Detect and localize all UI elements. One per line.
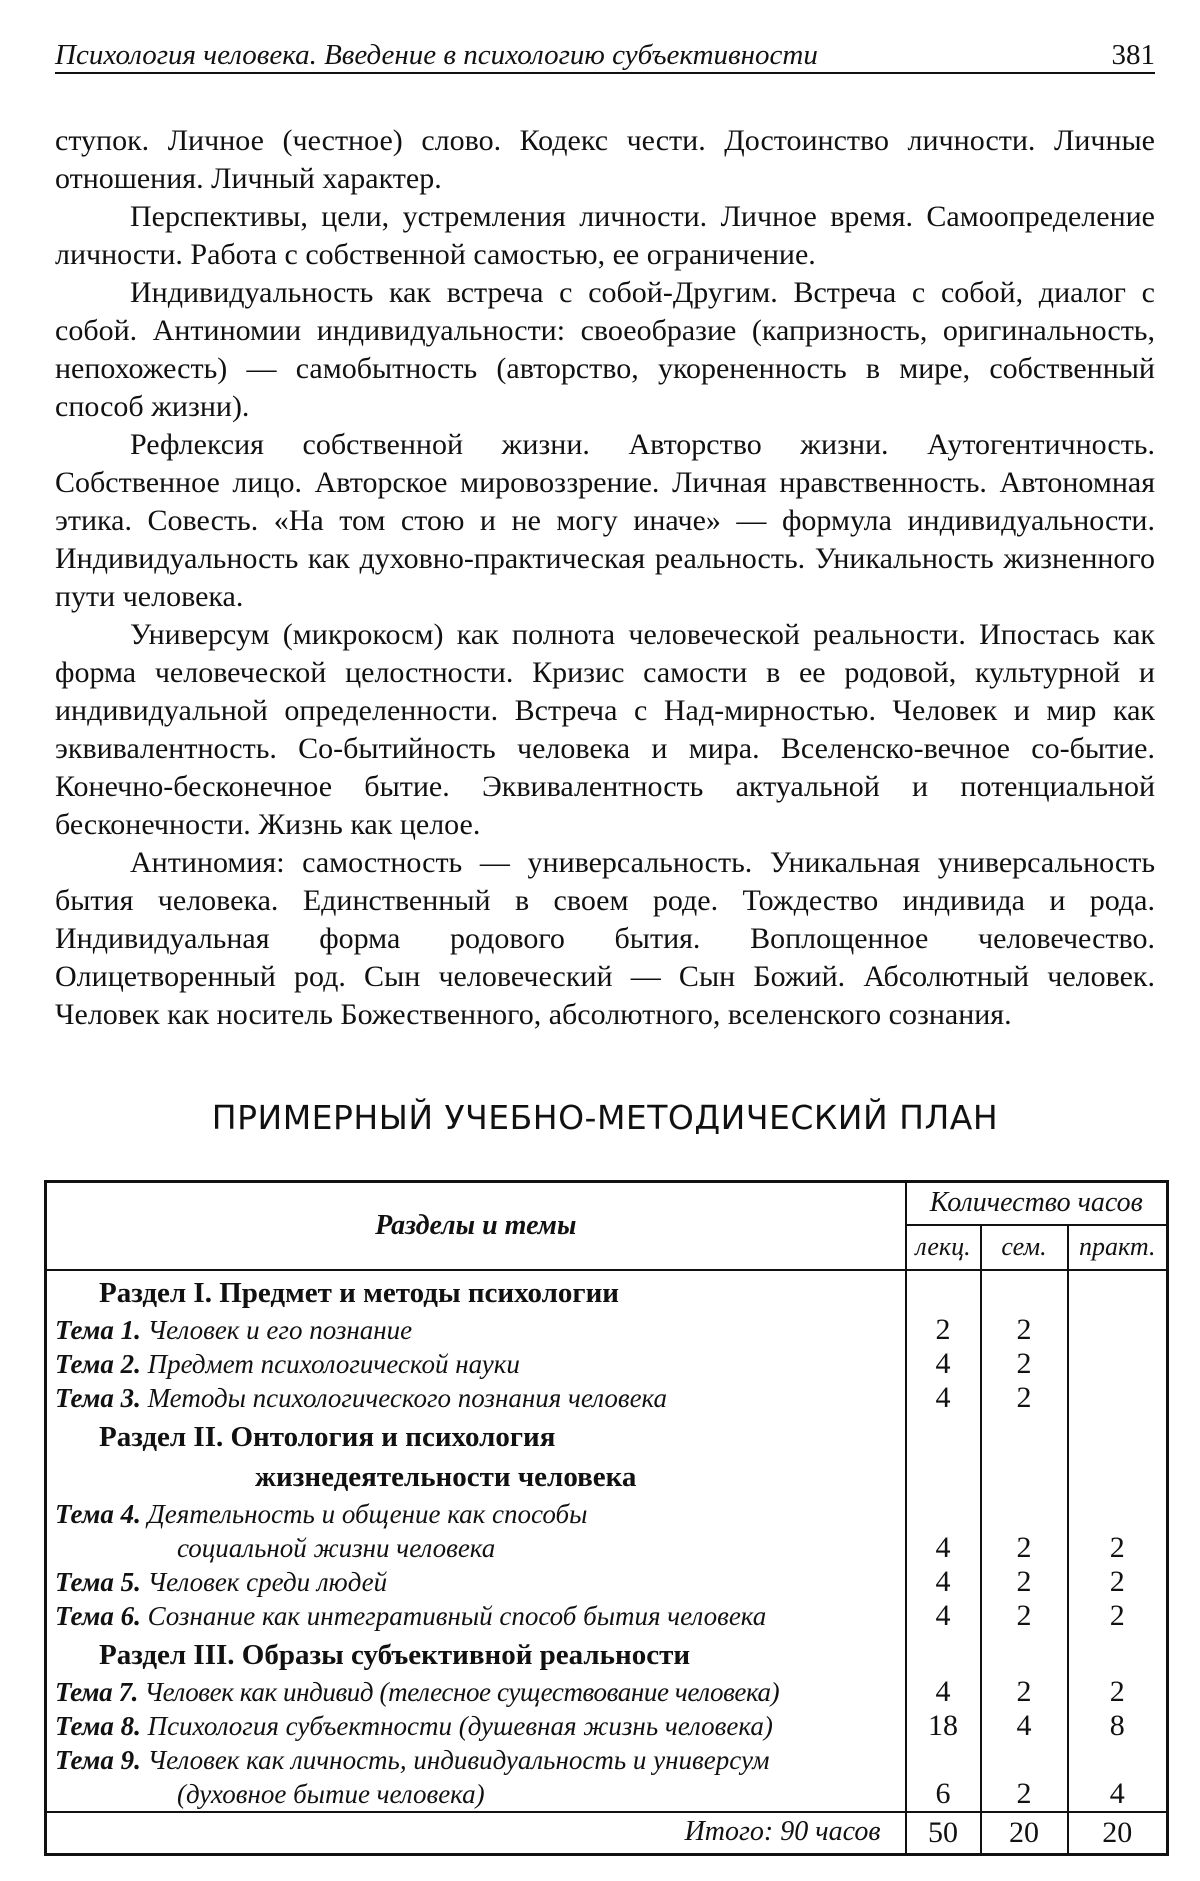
total-label: Итого: 90 часов bbox=[46, 1812, 906, 1855]
practice-cell: 4 bbox=[1068, 1743, 1168, 1812]
theme-row bbox=[46, 1381, 1168, 1415]
seminars-cell: 2 bbox=[981, 1675, 1068, 1709]
theme-number: Тема 2. bbox=[55, 1349, 141, 1379]
section-title-cell bbox=[46, 1633, 906, 1675]
section-title-cell bbox=[46, 1415, 906, 1497]
theme-number: Тема 7. bbox=[55, 1677, 139, 1707]
practice-cell: 2 bbox=[1068, 1497, 1168, 1565]
running-header-title: Психология человека. Введение в психологию субъективности bbox=[55, 39, 818, 71]
theme-title: Сознание как интегративный способ бытия человека bbox=[147, 1601, 767, 1631]
seminars-cell: 2 bbox=[981, 1565, 1068, 1599]
theme-title: Человек как индивид (телесное существование человека) bbox=[144, 1677, 780, 1707]
theme-row bbox=[46, 1497, 1168, 1565]
total-seminars: 20 bbox=[981, 1812, 1068, 1855]
theme-cell bbox=[46, 1743, 906, 1812]
seminars-cell: 2 bbox=[981, 1381, 1068, 1415]
theme-title-line2: социальной жизни человека bbox=[177, 1533, 496, 1563]
theme-title: Деятельность и общение как способы bbox=[147, 1499, 588, 1529]
practice-cell: 8 bbox=[1068, 1709, 1168, 1743]
theme-number: Тема 5. bbox=[55, 1567, 141, 1597]
theme-row bbox=[46, 1313, 1168, 1347]
theme-row bbox=[46, 1347, 1168, 1381]
seminars-cell: 2 bbox=[981, 1497, 1068, 1565]
seminars-cell: 2 bbox=[981, 1313, 1068, 1347]
table-header-row bbox=[46, 1182, 1168, 1225]
lectures-cell: 2 bbox=[906, 1313, 981, 1347]
theme-row bbox=[46, 1709, 1168, 1743]
lectures-cell: 4 bbox=[906, 1675, 981, 1709]
section-label: Раздел III. Образы субъективной реальности bbox=[99, 1639, 691, 1671]
page-number: 381 bbox=[1111, 39, 1155, 71]
theme-title: Человек и его познание bbox=[147, 1315, 413, 1345]
paragraph: Рефлексия собственной жизни. Авторство жизни. Аутогентичность. Собственное лицо. Авторское мировоззрение. Личная нравственность. Автономная этика. Совесть. «На том стою и не могу иначе» — формула индивидуальности. Индивидуальность как духовно-практическая реальность. Уникальность жизненного пути человека. bbox=[55, 428, 1155, 613]
practice-cell bbox=[1068, 1381, 1168, 1415]
theme-number: Тема 3. bbox=[55, 1383, 141, 1413]
lectures-cell: 4 bbox=[906, 1599, 981, 1633]
paragraph: Индивидуальность как встреча с собой-Другим. Встреча с собой, диалог с собой. Антиномии индивидуальности: своеобразие (капризность, оригинальность, непохожесть) — самобытность (авторство, укорененность в мире, собственный способ жизни). bbox=[55, 276, 1155, 423]
theme-cell bbox=[46, 1709, 906, 1743]
column-header-practice: практ. bbox=[1068, 1225, 1168, 1270]
section-label-line2: жизнедеятельности человека bbox=[255, 1461, 637, 1493]
lectures-cell: 4 bbox=[906, 1497, 981, 1565]
theme-cell bbox=[46, 1565, 906, 1599]
section-title: ПРИМЕРНЫЙ УЧЕБНО-МЕТОДИЧЕСКИЙ ПЛАН bbox=[211, 1098, 999, 1137]
curriculum-table bbox=[44, 1180, 1169, 1856]
theme-row bbox=[46, 1675, 1168, 1709]
theme-cell bbox=[46, 1675, 906, 1709]
seminars-cell: 2 bbox=[981, 1347, 1068, 1381]
theme-number: Тема 6. bbox=[55, 1601, 141, 1631]
theme-number: Тема 4. bbox=[55, 1499, 141, 1529]
column-header-topics: Разделы и темы bbox=[46, 1182, 906, 1271]
column-header-seminars: сем. bbox=[981, 1225, 1068, 1270]
theme-number: Тема 9. bbox=[55, 1745, 141, 1775]
theme-row bbox=[46, 1743, 1168, 1812]
theme-number: Тема 8. bbox=[55, 1711, 141, 1741]
seminars-cell: 2 bbox=[981, 1599, 1068, 1633]
section-label: Раздел I. Предмет и методы психологии bbox=[99, 1277, 619, 1309]
column-header-hours: Количество часов bbox=[906, 1182, 1168, 1225]
body-text bbox=[55, 122, 1155, 1034]
practice-cell: 2 bbox=[1068, 1599, 1168, 1633]
paragraph: Перспективы, цели, устремления личности. Личное время. Самоопределение личности. Работа с собственной самостью, ее ограничение. bbox=[55, 200, 1155, 271]
theme-title: Человек среди людей bbox=[147, 1567, 388, 1597]
theme-cell bbox=[46, 1497, 906, 1565]
total-row bbox=[46, 1812, 1168, 1855]
theme-cell bbox=[46, 1347, 906, 1381]
section-label: Раздел II. Онтология и психология bbox=[99, 1421, 556, 1453]
theme-title: Человек как личность, индивидуальность и универсум bbox=[147, 1745, 770, 1775]
lectures-cell: 18 bbox=[906, 1709, 981, 1743]
lectures-cell: 4 bbox=[906, 1381, 981, 1415]
theme-cell bbox=[46, 1599, 906, 1633]
seminars-cell: 2 bbox=[981, 1743, 1068, 1812]
paragraph: Универсум (микрокосм) как полнота человеческой реальности. Ипостась как форма человеческой целостности. Кризис самости в ее родовой, культурной и индивидуальной определенности. Встреча с Над-мирностью. Человек и мир как эквивалентность. Со-бытийность человека и мира. Вселенско-вечное со-бытие. Конечно-бесконечное бытие. Эквивалентность актуальной и потенциальной бесконечности. Жизнь как целое. bbox=[55, 618, 1155, 841]
section-row bbox=[46, 1270, 1168, 1313]
seminars-cell: 4 bbox=[981, 1709, 1068, 1743]
theme-title: Предмет психологической науки bbox=[147, 1349, 520, 1379]
running-header bbox=[55, 38, 1155, 74]
column-header-lectures: лекц. bbox=[906, 1225, 981, 1270]
section-row bbox=[46, 1415, 1168, 1497]
section-row bbox=[46, 1633, 1168, 1675]
lectures-cell: 4 bbox=[906, 1347, 981, 1381]
theme-title-line2: (духовное бытие человека) bbox=[177, 1779, 485, 1809]
total-practice: 20 bbox=[1068, 1812, 1168, 1855]
practice-cell: 2 bbox=[1068, 1675, 1168, 1709]
lectures-cell: 4 bbox=[906, 1565, 981, 1599]
practice-cell: 2 bbox=[1068, 1565, 1168, 1599]
theme-title: Методы психологического познания человека bbox=[147, 1383, 668, 1413]
theme-cell bbox=[46, 1313, 906, 1347]
theme-cell bbox=[46, 1381, 906, 1415]
paragraph: Антиномия: самостность — универсальность. Уникальная универсальность бытия человека. Единственный в своем роде. Тождество индивида и рода. Индивидуальная форма родового бытия. Воплощенное человечество. Олицетворенный род. Сын человеческий — Сын Божий. Абсолютный человек. Человек как носитель Божественного, абсолютного, вселенского сознания. bbox=[55, 846, 1155, 1031]
theme-title: Психология субъектности (душевная жизнь человека) bbox=[147, 1711, 773, 1741]
section-title-cell bbox=[46, 1270, 906, 1313]
practice-cell bbox=[1068, 1347, 1168, 1381]
theme-row bbox=[46, 1565, 1168, 1599]
theme-number: Тема 1. bbox=[55, 1315, 141, 1345]
theme-row bbox=[46, 1599, 1168, 1633]
total-lectures: 50 bbox=[906, 1812, 981, 1855]
practice-cell bbox=[1068, 1313, 1168, 1347]
paragraph: ступок. Личное (честное) слово. Кодекс чести. Достоинство личности. Личные отношения. Личный характер. bbox=[55, 124, 1155, 195]
lectures-cell: 6 bbox=[906, 1743, 981, 1812]
